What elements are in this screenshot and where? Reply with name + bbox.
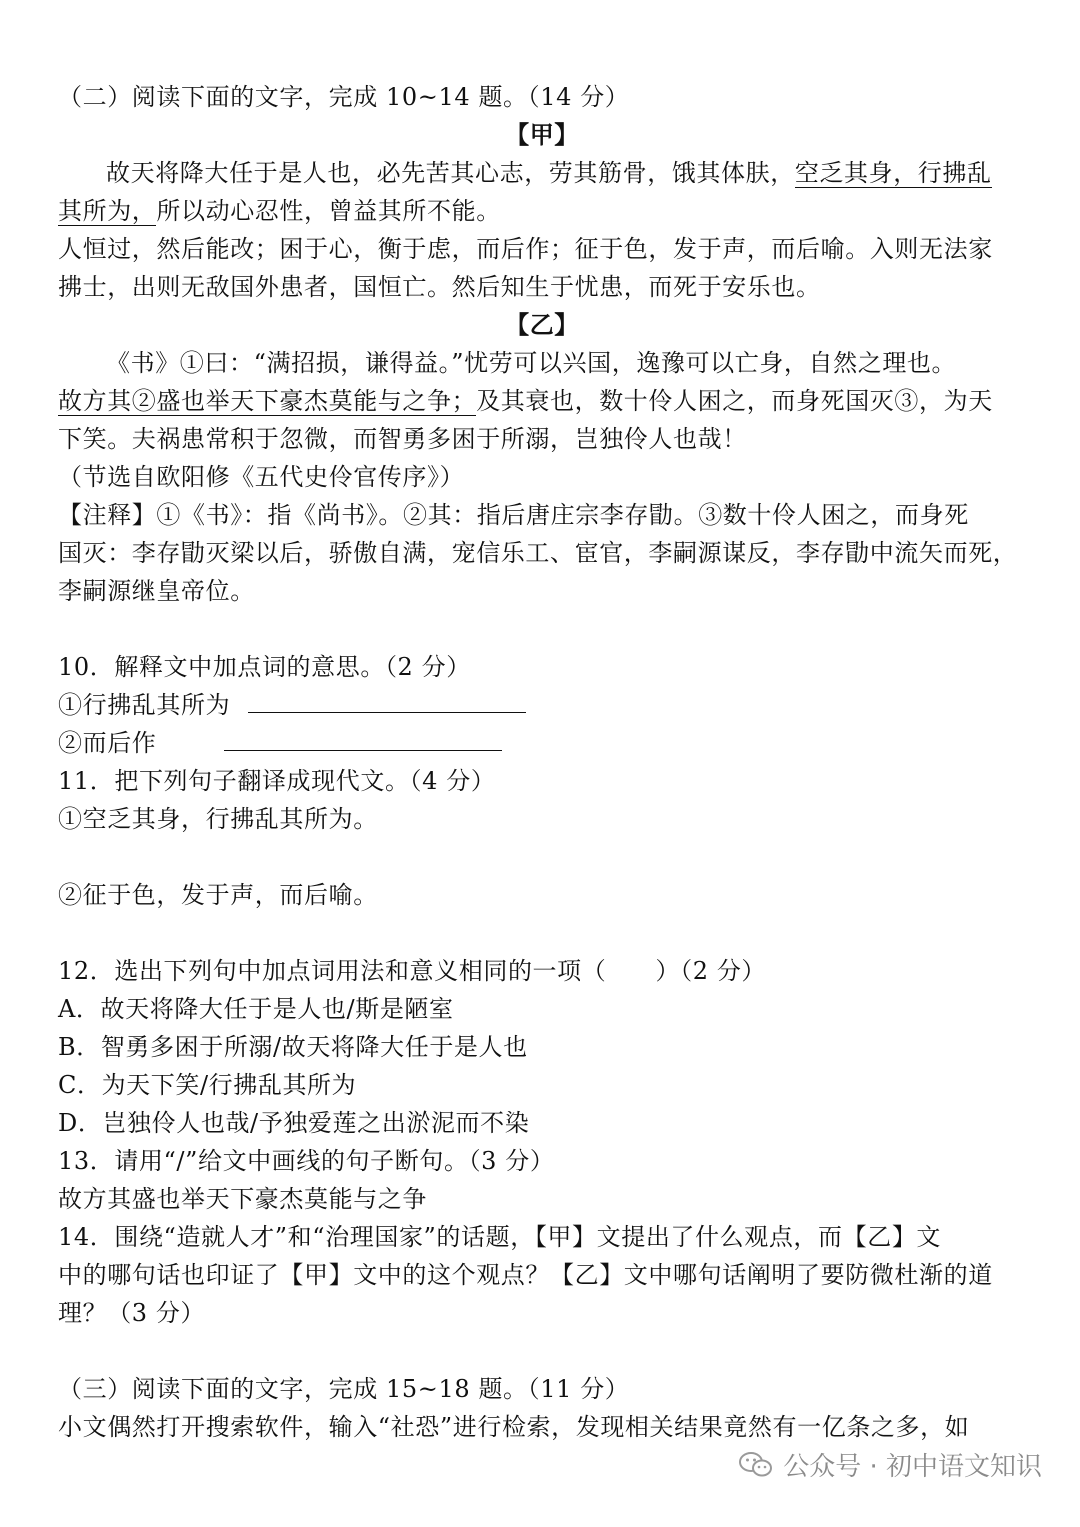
option-d: D．岂独伶人也哉/予独爱莲之出淤泥而不染 (58, 1109, 530, 1137)
question-10-item (58, 686, 1026, 724)
annotation-line: 国灭：李存勖灭梁以后，骄傲自满，宠信乐工、宦官，李嗣源谋反，李存勖中流矢而死， (58, 539, 1018, 567)
annotation-line: 李嗣源继皇帝位。 (58, 577, 255, 605)
passage-yi-line (58, 382, 1026, 420)
passage-yi-title: 【乙】 (505, 310, 579, 339)
answer-blank[interactable] (248, 686, 526, 713)
underlined-sentence: 故方其②盛也举天下豪杰莫能与之争； (58, 387, 477, 415)
item-label: ②而后作 (58, 729, 157, 757)
passage-jia-line (58, 154, 1026, 192)
wechat-icon (739, 1451, 773, 1479)
passage-source: （节选自欧阳修《五代史伶官传序》） (58, 463, 465, 491)
question-10-item (58, 724, 1026, 762)
underlined-sentence: 空乏其身，行拂乱 (794, 159, 992, 187)
passage-text: 及其衰也，数十伶人困之，而身死国灭③，为天 (476, 387, 993, 415)
question-11: 11．把下列句子翻译成现代文。（4 分） (58, 767, 496, 795)
question-11-item: ①空乏其身，行拂乱其所为。 (58, 805, 378, 833)
question-14-line: 14．围绕“造就人才”和“治理国家”的话题，【甲】文提出了什么观点，而【乙】文 (58, 1223, 942, 1251)
passage-text: 所以动心忍性，曾益其所不能。 (156, 197, 501, 225)
section2-heading: （二）阅读下面的文字，完成 10~14 题。（14 分） (58, 83, 630, 111)
item-label: ①行拂乱其所为 (58, 691, 231, 719)
question-14-line: 理？（3 分） (58, 1299, 206, 1327)
passage-jia-line (58, 192, 1026, 230)
watermark (739, 1446, 1042, 1483)
question-13: 13．请用“/”给文中画线的句子断句。（3 分） (58, 1147, 555, 1175)
passage-yi-line: 《书》①曰：“满招损，谦得益。”忧劳可以兴国，逸豫可以亡身，自然之理也。 (106, 349, 957, 377)
option-b: B．智勇多困于所溺/故天将降大任于是人也 (58, 1033, 528, 1061)
question-11-item: ②征于色，发于声，而后喻。 (58, 881, 378, 909)
passage-jia-title: 【甲】 (505, 120, 579, 149)
section3-text: 小文偶然打开搜索软件，输入“社恐”进行检索，发现相关结果竟然有一亿条之多，如 (58, 1413, 970, 1441)
passage-jia-line: 拂士，出则无敌国外患者，国恒亡。然后知生于忧患，而死于安乐也。 (58, 273, 821, 301)
document-page (58, 78, 1026, 1446)
passage-text: 故天将降大任于是人也，必先苦其心志，劳其筋骨，饿其体肤， (106, 159, 795, 187)
question-14-line: 中的哪句话也印证了【甲】文中的这个观点？【乙】文中哪句话阐明了要防微杜渐的道 (58, 1261, 993, 1289)
answer-blank[interactable] (224, 724, 502, 751)
option-c: C．为天下笑/行拂乱其所为 (58, 1071, 357, 1099)
passage-yi-line: 下笑。夫祸患常积于忽微，而智勇多困于所溺，岂独伶人也哉！ (58, 425, 747, 453)
passage-jia-line: 人恒过，然后能改；困于心，衡于虑，而后作；征于色，发于声，而后喻。入则无法家 (58, 235, 993, 263)
question-10: 10．解释文中加点词的意思。（2 分） (58, 653, 471, 681)
section3-heading: （三）阅读下面的文字，完成 15~18 题。（11 分） (58, 1375, 630, 1403)
watermark-text: 公众号 · 初中语文知识 (783, 1452, 1042, 1482)
option-a: A．故天将降大任于是人也/斯是陋室 (58, 995, 454, 1023)
question-12: 12．选出下列句中加点词用法和意义相同的一项（ ）（2 分） (58, 957, 767, 985)
annotation-line: 【注释】①《书》：指《尚书》。②其：指后唐庄宗李存勖。③数十伶人困之，而身死 (58, 501, 969, 529)
question-13-sentence: 故方其盛也举天下豪杰莫能与之争 (58, 1185, 427, 1213)
underlined-sentence: 其所为， (58, 197, 157, 225)
